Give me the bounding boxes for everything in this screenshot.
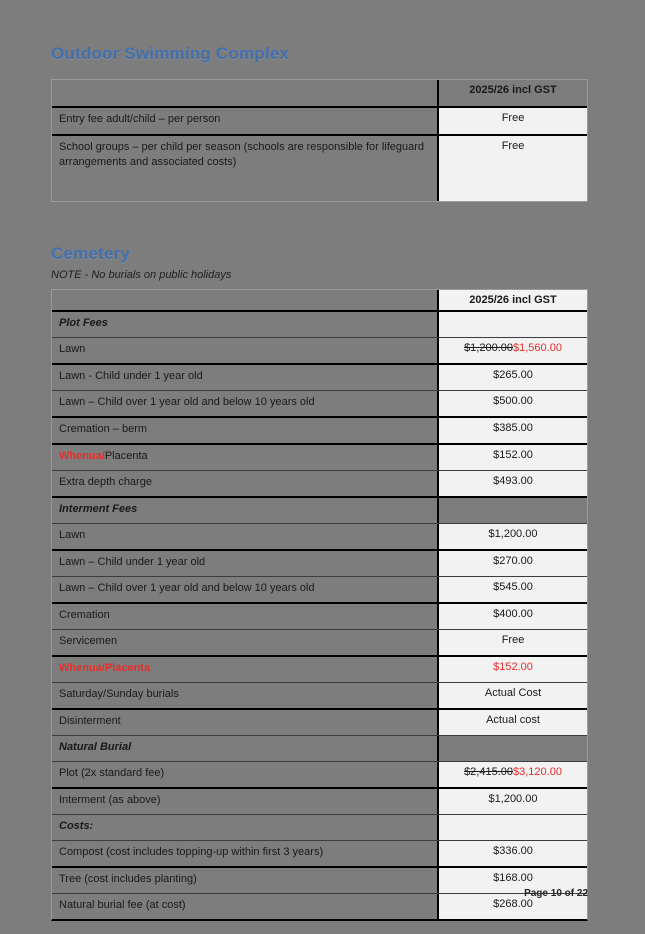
fee-value-cell — [437, 312, 587, 337]
text-segment: School groups – per child per season (schools are responsible for lifeguard arrangements and associated costs) — [59, 141, 425, 168]
fee-value-cell — [437, 471, 587, 496]
fee-label-cell — [52, 868, 437, 893]
text-segment: Actual Cost — [484, 687, 542, 699]
fee-row — [52, 106, 587, 134]
fee-value-cell — [437, 841, 587, 866]
fee-value-cell — [437, 391, 587, 416]
fee-row — [52, 549, 587, 576]
fee-row — [52, 893, 587, 919]
fee-row — [52, 390, 587, 416]
fee-row — [52, 523, 587, 549]
fee-label-cell — [52, 630, 437, 655]
fee-label-cell — [52, 736, 437, 761]
text-segment: Natural Burial — [59, 741, 132, 753]
fee-label-cell — [52, 391, 437, 416]
text-segment: Interment Fees — [59, 503, 138, 515]
fee-label-cell — [52, 338, 437, 363]
text-segment: $2,415.00 — [464, 766, 513, 778]
fee-row — [52, 416, 587, 443]
fee-label-cell — [52, 312, 437, 337]
fee-row — [52, 814, 587, 840]
text-segment: Costs: — [59, 820, 94, 832]
fee-row — [52, 310, 587, 337]
fee-label-cell — [52, 604, 437, 629]
fee-row — [52, 629, 587, 655]
text-segment: Free — [501, 140, 525, 152]
fee-label-cell — [52, 136, 437, 201]
text-segment: Lawn - Child under 1 year old — [59, 370, 203, 382]
text-segment: Plot (2x standard fee) — [59, 767, 165, 779]
page-content — [51, 0, 588, 921]
page-number: Page 10 of 22 — [524, 888, 588, 899]
fee-header-value-cell: 2025/26 incl GST — [437, 290, 587, 310]
text-segment: Free — [501, 634, 525, 646]
text-segment: Interment (as above) — [59, 794, 161, 806]
fee-value-cell — [437, 683, 587, 708]
text-segment: Whenua/ — [59, 450, 105, 462]
fee-label-cell — [52, 710, 437, 735]
fee-value-cell — [437, 657, 587, 682]
fee-row — [52, 496, 587, 523]
fee-label-cell — [52, 815, 437, 840]
fee-row — [52, 337, 587, 363]
fee-value-cell — [437, 762, 587, 787]
fee-header-label-cell — [52, 290, 437, 310]
fee-table-header-row — [52, 79, 587, 106]
text-segment: $1,200.00 — [488, 793, 538, 805]
fee-label-cell — [52, 471, 437, 496]
fee-value-cell — [437, 815, 587, 840]
fee-label-cell — [52, 498, 437, 523]
cemetery-fees-table — [51, 289, 588, 921]
fee-row — [52, 787, 587, 814]
text-segment: Cremation – berm — [59, 423, 148, 435]
text-segment: $1,200.00 — [464, 342, 513, 354]
fee-value-cell — [437, 604, 587, 629]
fee-row — [52, 682, 587, 708]
text-segment: Lawn – Child over 1 year old and below 10 years old — [59, 582, 315, 594]
fee-value-cell — [437, 338, 587, 363]
fee-row — [52, 134, 587, 201]
text-segment: $168.00 — [493, 872, 533, 884]
fee-row — [52, 761, 587, 787]
fee-value-cell — [437, 445, 587, 470]
text-segment: Lawn – Child over 1 year old and below 10 years old — [59, 396, 315, 408]
text-segment: $152.00 — [493, 661, 533, 673]
text-segment: Lawn — [59, 529, 86, 541]
fee-row — [52, 602, 587, 629]
fee-label-cell — [52, 418, 437, 443]
text-segment: Servicemen — [59, 635, 118, 647]
fee-value-cell — [437, 498, 587, 523]
text-segment: $493.00 — [493, 475, 533, 487]
fee-value-cell — [437, 551, 587, 576]
text-segment: Free — [501, 112, 525, 124]
text-segment: Entry fee adult/child – per person — [59, 113, 221, 125]
fee-table-header-row — [52, 289, 587, 310]
section-title-cemetery: Cemetery — [51, 244, 131, 263]
text-segment: $3,120.00 — [513, 766, 562, 778]
cemetery-note: NOTE - No burials on public holidays — [51, 269, 232, 281]
text-segment: $265.00 — [493, 369, 533, 381]
text-segment: Actual cost — [486, 714, 540, 726]
text-segment: $545.00 — [493, 581, 533, 593]
fee-label-cell — [52, 894, 437, 919]
text-segment: Whenua/Placenta — [59, 662, 151, 674]
fee-value-cell — [437, 736, 587, 761]
fee-value-cell — [437, 108, 587, 134]
text-segment: $385.00 — [493, 422, 533, 434]
fee-row — [52, 576, 587, 602]
text-segment: Extra depth charge — [59, 476, 152, 488]
fee-label-cell — [52, 789, 437, 814]
fee-row — [52, 708, 587, 735]
fee-value-cell — [437, 630, 587, 655]
text-segment: Placenta — [104, 450, 148, 462]
text-segment: Natural burial fee (at cost) — [59, 899, 186, 911]
text-segment: Saturday/Sunday burials — [59, 688, 179, 700]
text-segment: Tree (cost includes planting) — [59, 873, 197, 885]
fee-label-cell — [52, 365, 437, 390]
fee-label-cell — [52, 683, 437, 708]
fee-value-cell — [437, 577, 587, 602]
text-segment: $270.00 — [493, 555, 533, 567]
fee-label-cell — [52, 762, 437, 787]
text-segment: Compost (cost includes topping-up within first 3 years) — [59, 846, 324, 858]
fee-value-cell — [437, 136, 587, 201]
fee-row — [52, 470, 587, 496]
fee-label-cell — [52, 841, 437, 866]
fee-row — [52, 363, 587, 390]
fee-label-cell — [52, 108, 437, 134]
text-segment: $336.00 — [493, 845, 533, 857]
fee-label-cell — [52, 524, 437, 549]
fee-value-cell — [437, 365, 587, 390]
fee-row — [52, 735, 587, 761]
fee-value-cell — [437, 524, 587, 549]
text-segment: $1,560.00 — [513, 342, 562, 354]
fee-label-cell — [52, 577, 437, 602]
fee-row — [52, 443, 587, 470]
fee-row — [52, 866, 587, 893]
fee-value-cell — [437, 789, 587, 814]
fee-header-label-cell — [52, 80, 437, 106]
fee-row — [52, 655, 587, 682]
fee-label-cell — [52, 657, 437, 682]
fee-value-cell — [437, 710, 587, 735]
text-segment: Plot Fees — [59, 317, 108, 329]
swimming-complex-fees-table — [51, 79, 588, 202]
text-segment: Lawn – Child under 1 year old — [59, 556, 206, 568]
fee-label-cell — [52, 551, 437, 576]
text-segment: Cremation — [59, 609, 110, 621]
text-segment: $152.00 — [493, 449, 533, 461]
fee-header-value-cell: 2025/26 incl GST — [437, 80, 587, 106]
fee-label-cell — [52, 445, 437, 470]
text-segment: $268.00 — [493, 898, 533, 910]
text-segment: $1,200.00 — [488, 528, 538, 540]
fee-value-cell — [437, 418, 587, 443]
fee-row — [52, 840, 587, 866]
text-segment: Disinterment — [59, 715, 121, 727]
section-title-outdoor-swimming-complex: Outdoor Swimming Complex — [51, 44, 290, 63]
text-segment: $400.00 — [493, 608, 533, 620]
text-segment: $500.00 — [493, 395, 533, 407]
text-segment: Lawn — [59, 343, 86, 355]
